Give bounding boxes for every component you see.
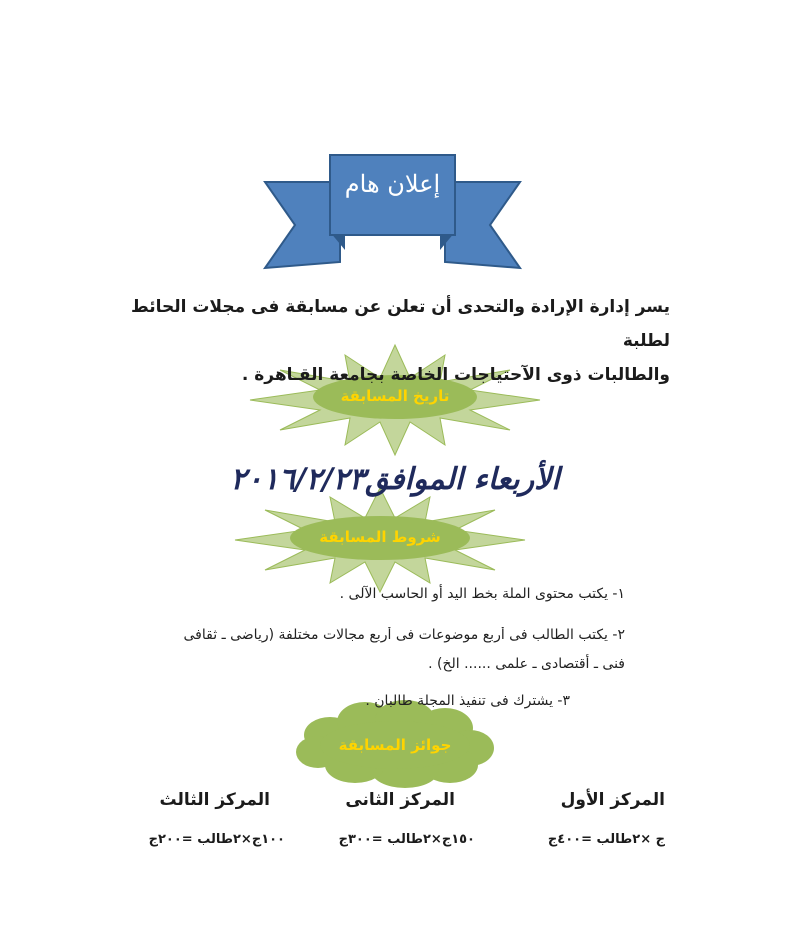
condition-2: ٢- يكتب الطالب فى أربع موضوعات فى أربع مجالات مختلفة (رياضى ـ ثقافى [183, 627, 625, 643]
prize-amount-3: ١٠٠ج×٢طالب =٢٠٠ج [148, 832, 285, 847]
conditions-section-label: شروط المسابقة [319, 528, 441, 546]
competition-date: الأربعاء الموافق٢٠١٦/٢/٢٣ [230, 462, 560, 497]
prize-place-1: المركز الأول [560, 790, 665, 810]
intro-line-1: يسر إدارة الإرادة والتحدى أن تعلن عن مسابقة فى مجلات الحائط لطلبة [130, 297, 670, 351]
prizes-section-label: جوائز المسابقة [338, 736, 452, 754]
condition-2-cont: فنى ـ أقتصادى ـ علمى ...... الخ) . [428, 656, 625, 672]
prize-amount-1: ج ×٢طالب =٤٠٠ج [547, 832, 665, 847]
prize-amount-2: ١٥٠ج×٢طالب =٣٠٠ج [338, 832, 475, 847]
intro-text [120, 290, 670, 392]
date-section-label: تاريخ المسابقة [340, 387, 450, 405]
prize-place-3: المركز الثالث [159, 790, 270, 810]
banner-title: إعلان هام [344, 170, 441, 198]
condition-3: ٣- يشترك فى تنفيذ المجلة طالبان . [365, 693, 570, 709]
prize-place-2: المركز الثانى [345, 790, 455, 810]
intro-line-2: والطالبات ذوى الآحتياجات الخاصة بجامعة القـاهرة . [241, 365, 670, 385]
condition-1: ١- يكتب محتوى الملة بخط اليد أو الحاسب الآلى . [339, 586, 625, 602]
